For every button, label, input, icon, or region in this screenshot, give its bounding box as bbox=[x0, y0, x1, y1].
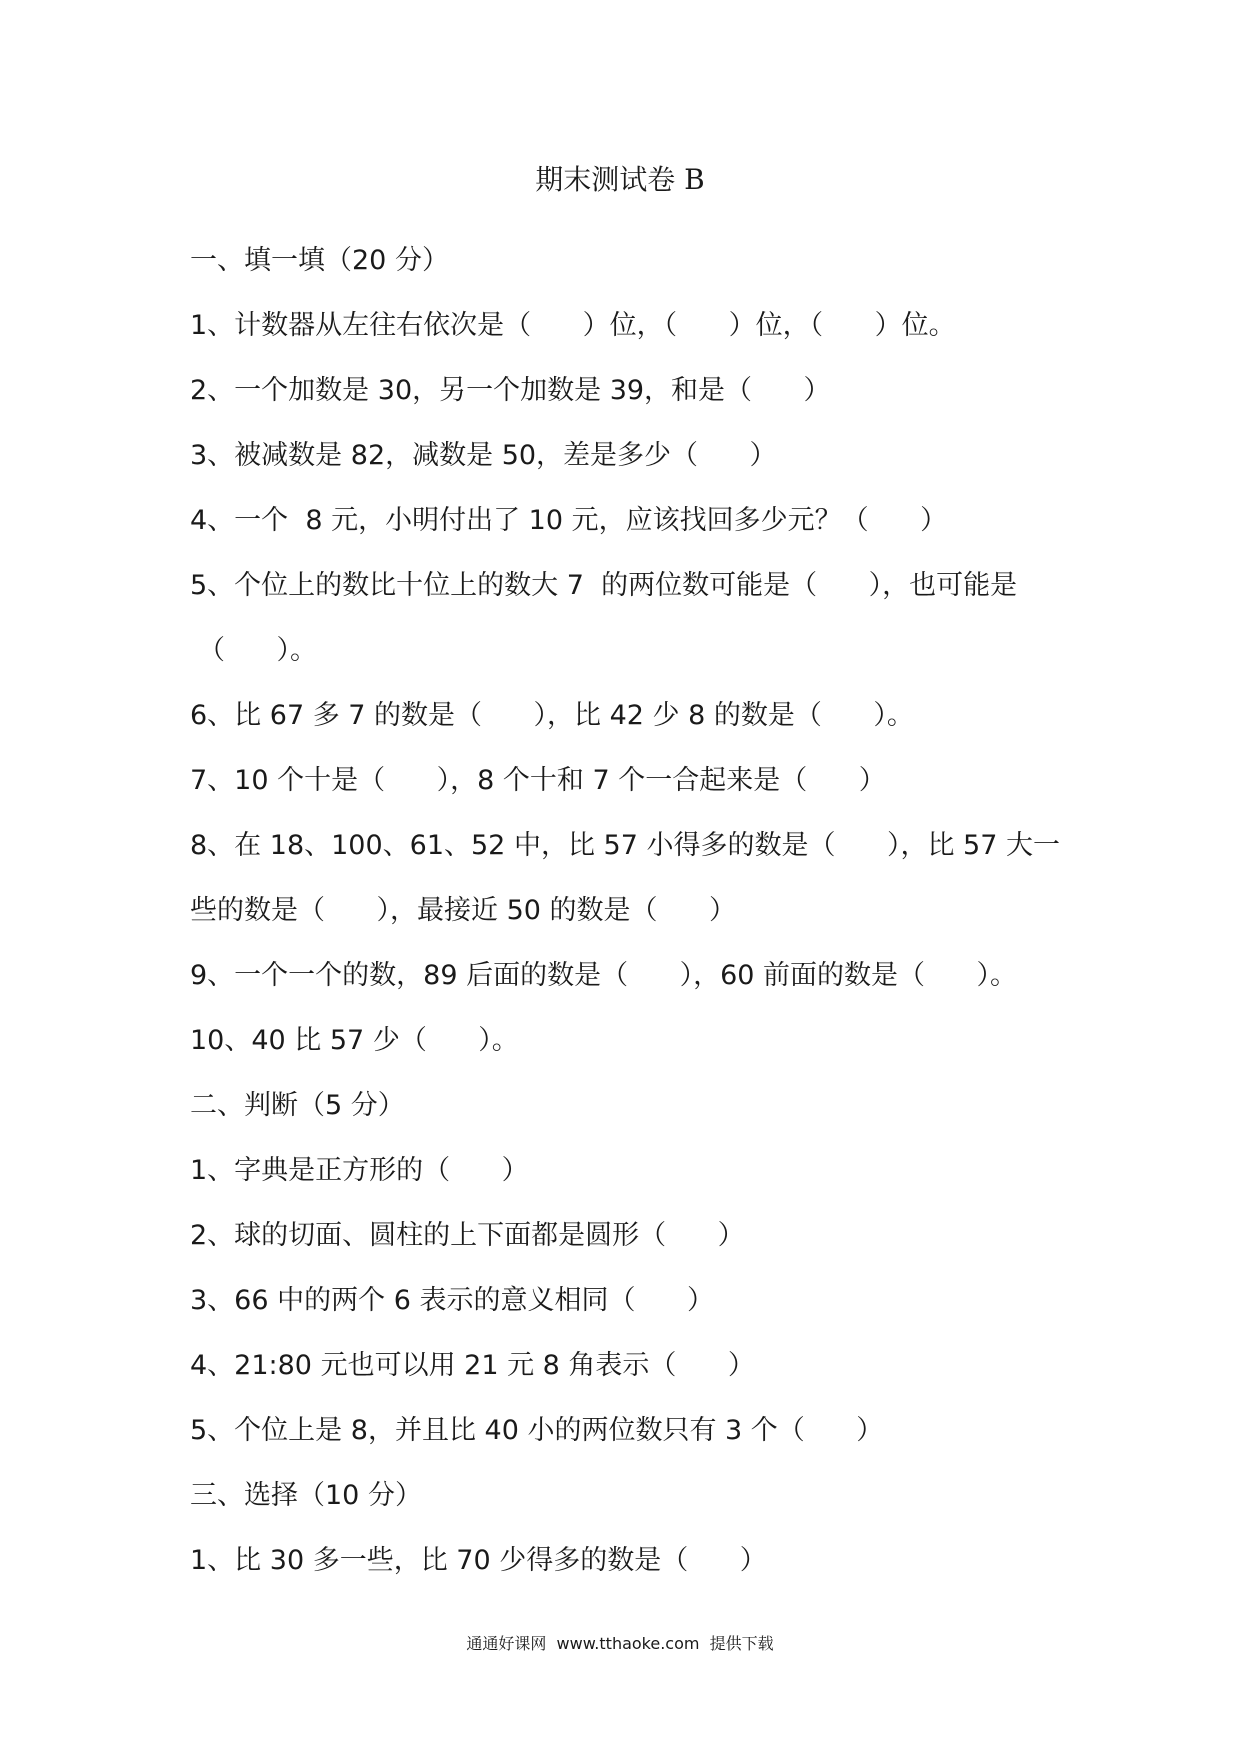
question-line: 2、一个加数是 30，另一个加数是 39，和是（ ） bbox=[190, 375, 831, 406]
page-title: 期末测试卷 B bbox=[535, 163, 705, 196]
question-line: 1、比 30 多一些，比 70 少得多的数是（ ） bbox=[190, 1545, 767, 1576]
question-line: 3、被减数是 82，减数是 50，差是多少（ ） bbox=[190, 440, 777, 471]
section-heading-true-false: 二、判断（5 分） bbox=[190, 1090, 405, 1121]
question-line-continued: （ ）。 bbox=[198, 635, 317, 666]
question-line: 10、40 比 57 少（ ）。 bbox=[190, 1025, 519, 1056]
question-line: 7、10 个十是（ ），8 个十和 7 个一合起来是（ ） bbox=[190, 765, 886, 796]
question-line: 2、球的切面、圆柱的上下面都是圆形（ ） bbox=[190, 1220, 745, 1251]
exam-content bbox=[190, 228, 1070, 1593]
question-line: 1、字典是正方形的（ ） bbox=[190, 1155, 529, 1186]
section-heading-multiple-choice: 三、选择（10 分） bbox=[190, 1480, 422, 1511]
question-line: 5、个位上的数比十位上的数大 7 的两位数可能是（ ），也可能是 bbox=[190, 570, 1018, 601]
question-line: 3、66 中的两个 6 表示的意义相同（ ） bbox=[190, 1285, 714, 1316]
question-line: 4、一个 8 元，小明付出了 10 元，应该找回多少元？（ ） bbox=[190, 505, 948, 536]
question-line: 9、一个一个的数，89 后面的数是（ ），60 前面的数是（ ）。 bbox=[190, 960, 1018, 991]
footer-source: 通通好课网 www.tthaoke.com 提供下载 bbox=[466, 1634, 774, 1653]
question-line-continued: 些的数是（ ），最接近 50 的数是（ ） bbox=[190, 895, 737, 926]
question-line: 1、计数器从左往右依次是（ ）位，（ ）位，（ ）位。 bbox=[190, 310, 956, 341]
question-line: 6、比 67 多 7 的数是（ ），比 42 少 8 的数是（ ）。 bbox=[190, 700, 914, 731]
question-line: 4、21:80 元也可以用 21 元 8 角表示（ ） bbox=[190, 1350, 755, 1381]
section-heading-fill-in: 一、填一填（20 分） bbox=[190, 245, 449, 276]
question-line: 8、在 18、100、61、52 中，比 57 小得多的数是（ ），比 57 大一 bbox=[190, 830, 1060, 861]
question-line: 5、个位上是 8，并且比 40 小的两位数只有 3 个（ ） bbox=[190, 1415, 884, 1446]
